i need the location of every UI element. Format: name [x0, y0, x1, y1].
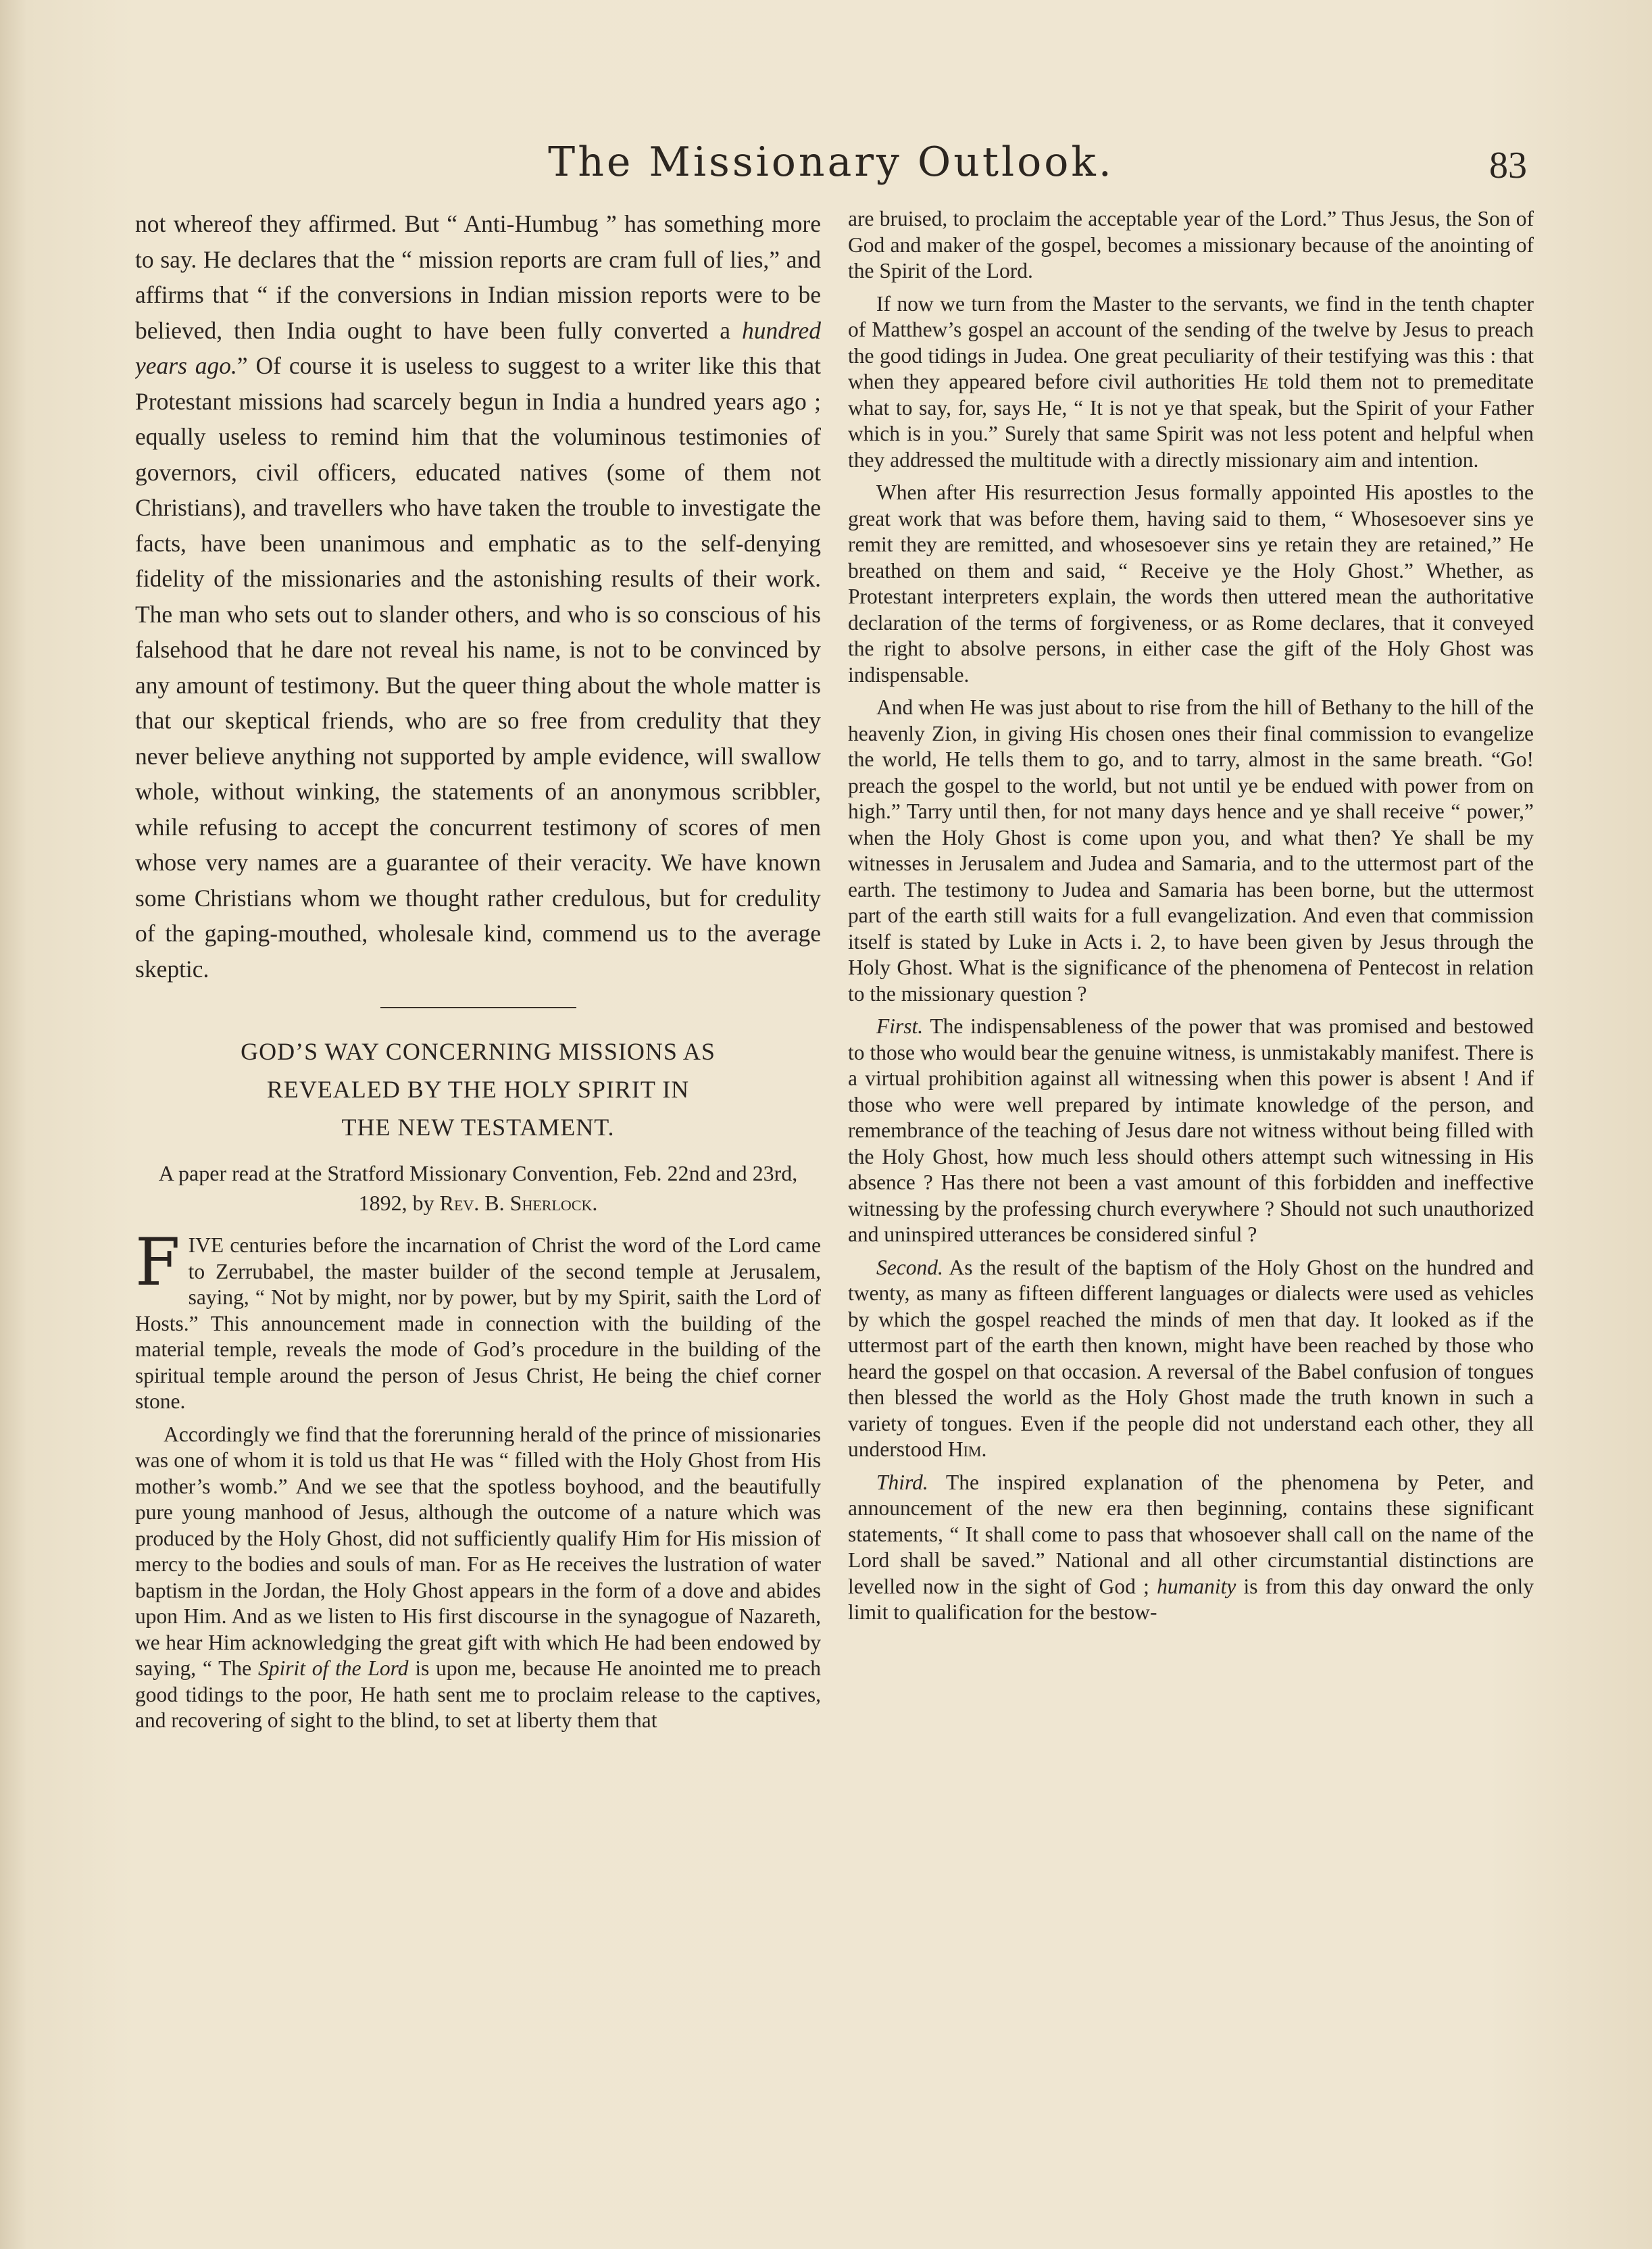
text-run: If now we turn from the Master to the servants, we find in the tenth chapter of Matthew’s gospel an account of the sending of the twelve by Jesus to preach the good tidings in Judea. One great peculiarity of their testifying was this : that when they appeared before civil authorities	[848, 291, 1534, 393]
emphasis: Third.	[876, 1470, 928, 1494]
page-header	[135, 139, 1527, 193]
text-run: Accordingly we find that the forerunning herald of the prince of missionaries was one of whom it is told us that He was “ filled with the Holy Ghost from His mother’s womb.” And we see that the spotless boyhood, and the beautifully pure young manhood of Jesus, although the outcome of a nature which was produced by the Holy Ghost, did not sufficiently qualify Him for His mission of mercy to the bodies and souls of man. For as He receives the lustration of water baptism in the Jordan, the Holy Ghost appears in the form of a dove and abides upon Him. And as we listen to His first discourse in the synagogue of Nazareth, we hear Him acknowledging the great gift with which He had been endowed by saying, “ The	[135, 1422, 821, 1680]
article-body	[135, 1225, 821, 1734]
paragraph	[135, 206, 821, 987]
text-run: .	[981, 1437, 987, 1461]
article-title-line: GOD’S WAY CONCERNING MISSIONS AS	[241, 1038, 716, 1065]
text-run: is upon me, because He anointed me to preach good tidings to the poor, He hath sent me to proclaim release to the captives, and recovering of sight to the blind, to set at liberty them that	[135, 1656, 821, 1732]
text-run: is from this day onward the only limit to qualification for the bestow-	[848, 1574, 1534, 1624]
running-title: The Missionary Outlook.	[548, 139, 1114, 186]
emphasis: Second.	[876, 1255, 943, 1279]
article-title-line: THE NEW TESTAMENT.	[341, 1114, 615, 1141]
text-run: The inspired explanation of the phenomena by Peter, and announcement of the new era then beginning, contains these significant statements, “ It shall come to pass that whosoever shall call on the name of the Lord shall be saved.” National and all other circumstantial distinctions are levelled now in the sight of God ;	[848, 1470, 1534, 1598]
text-run: ” Of course it is useless to suggest to a writer like this that Protestant missions had scarcely begun in India a hundred years ago ; equally useless to remind him that the voluminous testimonies of governors, civil officers, educated natives (some of them not Christians), and travellers who have taken the trouble to investigate the facts, have been unanimous and emphatic as to the self-denying fidelity of the missionaries and the astonishing results of their work. The man who sets out to slander others, and who is so conscious of his falsehood that he dare not reveal his name, is not to be convinced by any amount of testimony. But the queer thing about the whole matter is that our skeptical friends, who are so free from credulity that they never believe anything not supported by ample evidence, will swallow whole, without winking, the statements of an anonymous scribbler, while refusing to accept the concurrent testimony of scores of men whose very names are a guarantee of their veracity. We have known some Christians whom we thought rather credulous, but for credulity of the gaping-mouthed, wholesale kind, commend us to the average skeptic.	[135, 352, 821, 983]
emphasis: Spirit of the Lord	[257, 1656, 409, 1680]
byline-text: A paper read at the Stratford Missionary Convention, Feb. 22nd and 23rd, 1892, by	[158, 1161, 798, 1215]
paragraph: are bruised, to proclaim the acceptable year of the Lord.” Thus Jesus, the Son of God and maker of the gospel, becomes a missionary because of the anointing of the Spirit of the Lord.	[848, 207, 1534, 282]
paragraph	[848, 291, 1534, 474]
paragraph	[848, 1014, 1534, 1248]
right-column	[848, 206, 1534, 2200]
continued-article	[135, 206, 821, 987]
text-run: told them not to premeditate what to say, for, says He, “ It is not ye that speak, but the Spirit of your Father which is in you.” Surely that same Spirit was not less potent and helpful when they addressed the multitude with a directly missionary aim and intention.	[848, 370, 1534, 472]
left-column	[135, 206, 821, 2200]
section-divider	[380, 1007, 576, 1008]
byline	[135, 1158, 821, 1218]
small-caps: Him	[947, 1437, 982, 1461]
text-run: IVE centuries before the incarnation of Christ the word of the Lord came to Zerrubabel, the master builder of the second temple at Jerusalem, saying, “ Not by might, nor by power, but by my Spirit, saith the Lord of Hosts.” This announcement made in connection with the building of the material temple, reveals the mode of God’s procedure in the building of the spiritual temple around the person of Jesus Christ, He being the chief corner stone.	[135, 1233, 821, 1413]
text-run: As the result of the baptism of the Holy Ghost on the hundred and twenty, as many as fifteen different languages or dialects were used as vehicles by which the gospel reached the minds of men that day. It looked as if the uttermost part of the earth then known, might have been reached by those who heard the gospel on that occasion. A reversal of the Babel confusion of tongues then blessed the world as the Holy Ghost made the truth known in such a variety of tongues. Even if the people did not understand each other, they all understood	[848, 1255, 1534, 1461]
article-title-line: REVEALED BY THE HOLY SPIRIT IN	[266, 1076, 690, 1103]
paragraph: And when He was just about to rise from the hill of Bethany to the hill of the heavenly Zion, in giving His chosen ones their final commission to evangelize the world, He tells them to go, and to tarry, almost in the same breath. “Go! preach the gospel to the world, but not until ye be endued with power from on high.” Tarry until then, for not many days hence and ye shall receive “ power,” when the Holy Ghost is come upon you, and what then? Ye shall be my witnesses in Jerusalem and Judea and Samaria, and to the uttermost part of the earth. The testimony to Judea and Samaria has been borne, but the uttermost part of the earth still waits for a full evangelization. And even that commission itself is stated by Luke in Acts i. 2, to have been given by Jesus through the Holy Ghost. What is the significance of the phenomena of Pentecost in relation to the missionary question ?	[848, 695, 1534, 1006]
paragraph	[848, 1255, 1534, 1463]
drop-cap: F	[135, 1225, 180, 1300]
byline-author: Rev. B. Sherlock.	[439, 1191, 598, 1215]
paragraph	[135, 1422, 821, 1734]
emphasis: hundred years ago.	[135, 316, 821, 379]
small-caps: He	[1244, 370, 1269, 393]
page-number: 83	[1489, 145, 1527, 187]
emphasis: humanity	[1157, 1574, 1236, 1598]
article-title	[135, 1033, 821, 1146]
text-run: not whereof they affirmed. But “ Anti-Humbug ” has something more to say. He declares that the “ mission reports are cram full of lies,” and affirms that “ if the conversions in Indian mission reports were to be believed, then India ought to have been fully converted a	[135, 210, 821, 344]
paragraph	[848, 1470, 1534, 1626]
paragraph	[135, 1225, 821, 1415]
emphasis: First.	[876, 1014, 924, 1038]
paragraph: When after His resurrection Jesus formally appointed His apostles to the great work that was before them, having said to them, “ Whosesoever sins ye remit they are remitted, and whosesoever sins ye retain they are retained,” He breathed on them and said, “ Receive ye the Holy Ghost.” Whether, as Protestant interpreters explain, the words then uttered mean the authoritative declaration of the terms of forgiveness, or as Rome declares, that it conveyed the right to absolve persons, in either case the gift of the Holy Ghost was indispensable.	[848, 480, 1534, 687]
text-run: The indispensableness of the power that was promised and bestowed to those who would bear the genuine witness, is unmistakably manifest. There is a virtual prohibition against all witnessing when this power is absent ! And if those who were well prepared by intimate knowledge of the person, and remembrance of the teaching of Jesus dare not witness without being filled with the Holy Ghost, how much less should others attempt such witnessing in His absence ? Has there not been a vast amount of this forbidden and ineffective witnessing by the professing church everywhere ? Should not such unauthorized and uninspired utterances be considered sinful ?	[848, 1014, 1534, 1246]
